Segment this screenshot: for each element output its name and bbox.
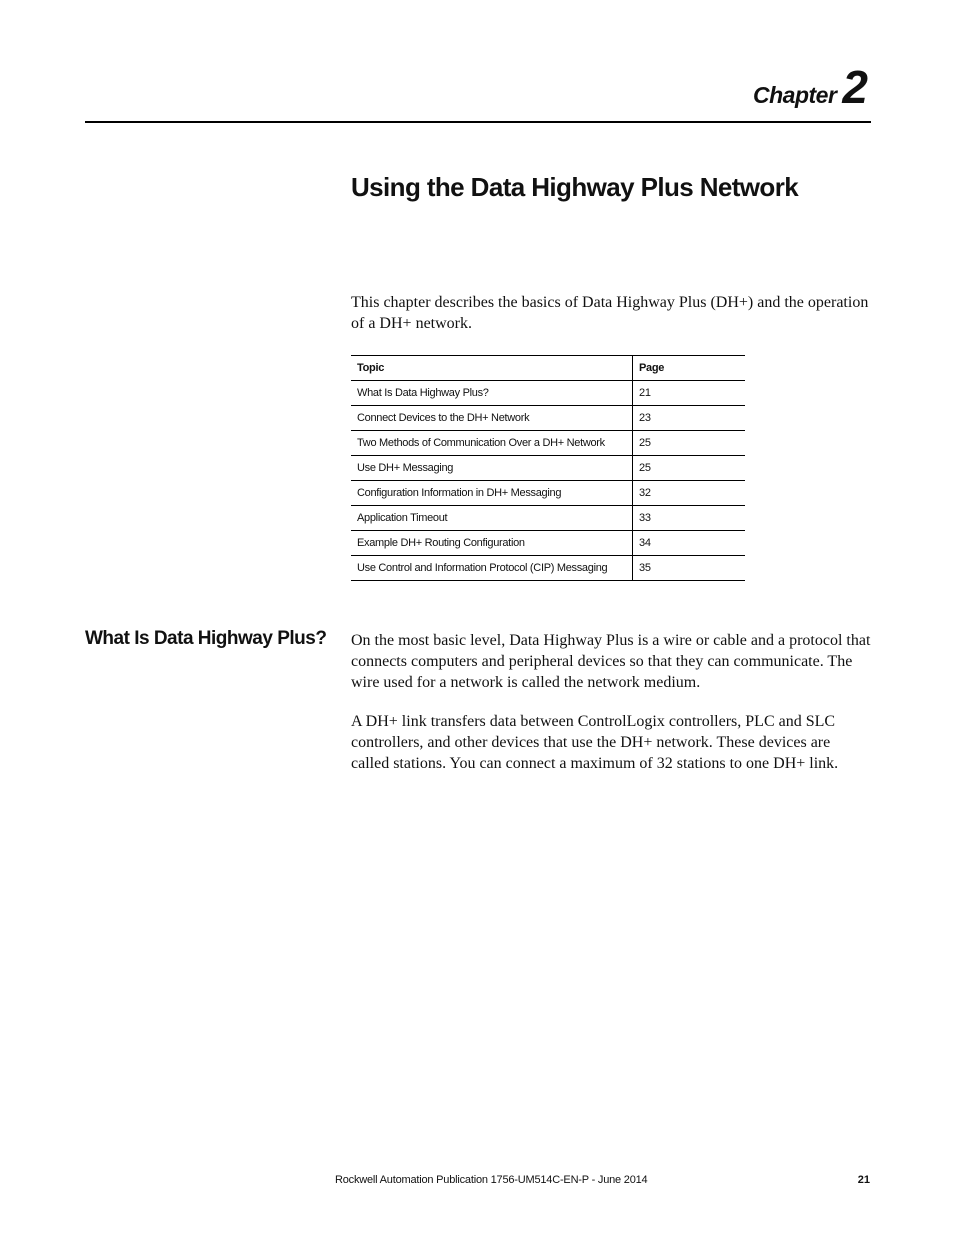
page-title: Using the Data Highway Plus Network xyxy=(351,172,799,202)
topic-cell: Connect Devices to the DH+ Network xyxy=(351,406,633,431)
topic-cell: Use Control and Information Protocol (CIP) Messaging xyxy=(351,556,633,581)
page-cell: 32 xyxy=(633,481,746,506)
section-paragraph-1: On the most basic level, Data Highway Plus is a wire or cable and a protocol that connects computers and peripheral devices so that they can communicate. The wire used for a network is called the network medium. xyxy=(351,632,871,691)
table-row xyxy=(351,531,745,556)
topic-cell: Example DH+ Routing Configuration xyxy=(351,531,633,556)
section-paragraph-2: A DH+ link transfers data between ControlLogix controllers, PLC and SLC controllers, and other devices that use the DH+ network. These devices are called stations. You can connect a maximum of 32 stations to one DH+ link. xyxy=(351,713,839,772)
topic-table xyxy=(351,355,745,581)
page-cell: 35 xyxy=(633,556,746,581)
footer-publication: Rockwell Automation Publication 1756-UM514C-EN-P - June 2014 xyxy=(335,1174,648,1186)
topic-cell: Use DH+ Messaging xyxy=(351,456,633,481)
page-cell: 21 xyxy=(633,381,746,406)
header-rule xyxy=(85,121,871,123)
page-cell: 33 xyxy=(633,506,746,531)
topic-cell: Two Methods of Communication Over a DH+ Network xyxy=(351,431,633,456)
topic-cell: What Is Data Highway Plus? xyxy=(351,381,633,406)
table-row xyxy=(351,556,745,581)
page-column-header: Page xyxy=(633,356,746,381)
chapter-heading xyxy=(753,60,868,114)
table-row xyxy=(351,506,745,531)
table-row xyxy=(351,381,745,406)
topic-cell: Configuration Information in DH+ Messaging xyxy=(351,481,633,506)
topic-cell: Application Timeout xyxy=(351,506,633,531)
chapter-number: 2 xyxy=(842,61,868,113)
section-heading: What Is Data Highway Plus? xyxy=(85,628,327,649)
table-row xyxy=(351,481,745,506)
page-cell: 25 xyxy=(633,456,746,481)
table-row xyxy=(351,431,745,456)
table-header-row xyxy=(351,356,745,381)
footer-page-number: 21 xyxy=(857,1174,870,1186)
page-cell: 34 xyxy=(633,531,746,556)
page-cell: 25 xyxy=(633,431,746,456)
topic-column-header: Topic xyxy=(351,356,633,381)
intro-paragraph: This chapter describes the basics of Data Highway Plus (DH+) and the operation of a DH+ network. xyxy=(351,294,869,332)
chapter-label: Chapter xyxy=(753,82,837,108)
table-row xyxy=(351,456,745,481)
table-row xyxy=(351,406,745,431)
page-cell: 23 xyxy=(633,406,746,431)
